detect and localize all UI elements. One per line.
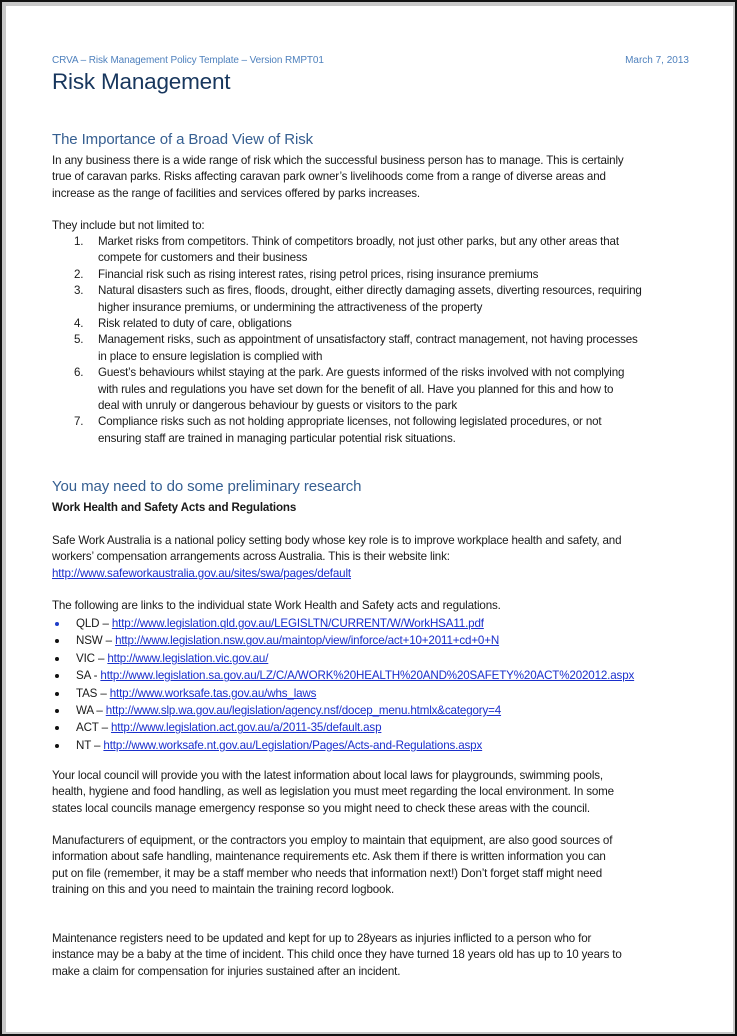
document-page <box>6 6 733 1032</box>
list-item <box>52 414 702 447</box>
list-item-vic <box>52 650 702 667</box>
text-line: true of caravan parks. Risks affecting caravan park owner’s livelihoods come from a range of diverse areas and <box>52 170 606 184</box>
bullet-icon <box>55 622 59 626</box>
text-line: Safe Work Australia is a national policy setting body whose key role is to improve workplace health and safety, and <box>52 534 622 547</box>
separator: – <box>90 738 104 752</box>
document-header-date: March 7, 2013 <box>625 55 689 66</box>
council-paragraph <box>52 768 702 817</box>
state-label: TAS <box>76 686 98 700</box>
bullet-icon <box>55 674 59 678</box>
separator: – <box>94 651 108 665</box>
text-line: compete for customers and their business <box>98 251 308 265</box>
state-link-tas[interactable]: http://www.worksafe.tas.gov.au/whs_laws <box>109 686 317 700</box>
text-line: make a claim for compensation for injuries sustained after an incident. <box>52 964 401 978</box>
separator: – <box>97 686 110 700</box>
separator: - <box>90 669 101 683</box>
list-number: 2. <box>74 267 84 281</box>
state-links-list <box>52 615 702 754</box>
separator: – <box>99 617 112 630</box>
section-heading-broad-view: The Importance of a Broad View of Risk <box>52 131 314 148</box>
subheading-whs-acts: Work Health and Safety Acts and Regulations <box>52 501 297 514</box>
separator: – <box>98 721 111 735</box>
text-line: Natural disasters such as fires, floods, drought, either directly damaging assets, diverting resources, requiring <box>98 284 642 298</box>
text-line: with rules and regulations you have set down for the benefit of all. Have you planned for this and how to <box>98 382 614 396</box>
state-link-wa[interactable]: http://www.slp.wa.gov.au/legislation/agency.nsf/docep_menu.htmlx&category=4 <box>105 703 502 717</box>
list-number: 4. <box>74 317 84 331</box>
text-line: Manufacturers of equipment, or the contractors you employ to maintain that equipment, are also good sources of <box>52 834 613 847</box>
page-title: Risk Management <box>52 69 231 94</box>
list-number: 1. <box>74 235 84 248</box>
list-item-act <box>52 719 702 736</box>
text-line: Guest’s behaviours whilst staying at the park. Are guests informed of the risks involved with not complying <box>98 366 625 380</box>
swa-website-link[interactable]: http://www.safeworkaustralia.gov.au/sites/swa/pages/default <box>52 566 351 580</box>
list-number: 3. <box>74 284 84 298</box>
state-link-qld[interactable]: http://www.legislation.qld.gov.au/LEGISLTN/CURRENT/W/WorkHSA11.pdf <box>111 617 484 630</box>
text-line: Maintenance registers need to be updated and kept for up to 28years as injuries inflicted to a person who for <box>52 932 592 945</box>
list-intro: They include but not limited to: <box>52 219 205 232</box>
text-line: information about safe handling, maintenance requirements etc. Ask them if there is written information you can <box>52 850 606 864</box>
text-line: health, hygiene and food handling, as well as legislation you must meet regarding the local environment. In some <box>52 785 614 799</box>
bullet-icon <box>55 692 59 696</box>
separator: – <box>93 703 106 717</box>
list-number: 7. <box>74 415 84 429</box>
text-line: increase as the range of facilities and services offered by parks increases. <box>52 186 420 200</box>
state-label: ACT <box>76 721 99 735</box>
text-line: states local councils manage emergency response so you might need to check these areas with the council. <box>52 801 590 815</box>
separator: – <box>102 634 116 648</box>
state-link-vic[interactable]: http://www.legislation.vic.gov.au/ <box>107 651 269 665</box>
text-line: Your local council will provide you with the latest information about local laws for playgrounds, swimming pools, <box>52 769 603 782</box>
text-line: Market risks from competitors. Think of competitors broadly, not just other parks, but any other areas that <box>98 235 619 248</box>
list-item-tas <box>52 685 702 702</box>
state-label: QLD <box>76 617 100 630</box>
text-line: Financial risk such as rising interest rates, rising petrol prices, rising insurance premiums <box>98 267 539 281</box>
states-intro: The following are links to the individual state Work Health and Safety acts and regulations. <box>52 599 501 612</box>
text-line: put on file (remember, it may be a staff member who needs that information next!) Don’t forget staff might need <box>52 866 603 880</box>
list-item <box>52 365 702 414</box>
text-line: deal with unruly or dangerous behaviour by guests or visitors to the park <box>98 399 457 413</box>
maintenance-paragraph <box>52 931 702 980</box>
section-heading-preliminary-research: You may need to do some preliminary research <box>52 478 362 495</box>
state-label: SA <box>76 669 91 683</box>
state-link-sa[interactable]: http://www.legislation.sa.gov.au/LZ/C/A/WORK%20HEALTH%20AND%20SAFETY%20ACT%202012.aspx <box>100 669 635 683</box>
text-line: instance may be a baby at the time of incident. This child once they have turned 18 years old has up to 10 years to <box>52 948 622 962</box>
state-label: WA <box>76 703 94 717</box>
intro-paragraph <box>52 153 702 202</box>
risks-list <box>52 234 702 447</box>
text-line: Management risks, such as appointment of unsatisfactory staff, contract management, not having processes <box>98 333 638 347</box>
state-link-nt[interactable]: http://www.worksafe.nt.gov.au/Legislation/Pages/Acts-and-Regulations.aspx <box>103 738 483 752</box>
text-line: ensuring staff are trained in managing particular potential risk situations. <box>98 431 456 445</box>
list-item <box>52 234 702 267</box>
state-label: NSW <box>76 634 103 648</box>
list-item-nsw <box>52 632 702 649</box>
state-label: NT <box>76 738 91 752</box>
bullet-icon <box>55 657 59 661</box>
list-item-wa <box>52 702 702 719</box>
bullet-icon <box>55 726 59 730</box>
text-line: In any business there is a wide range of risk which the successful business person has to manage. This is certainly <box>52 154 624 167</box>
bullet-icon <box>55 744 59 748</box>
list-item <box>52 316 702 332</box>
document-header-label: CRVA – Risk Management Policy Template – Version RMPT01 <box>52 55 324 66</box>
list-item-qld <box>52 615 702 632</box>
text-line: higher insurance premiums, or undermining the attractiveness of the property <box>98 300 483 314</box>
state-label: VIC <box>76 651 95 665</box>
state-link-nsw[interactable]: http://www.legislation.nsw.gov.au/maintop/view/inforce/act+10+2011+cd+0+N <box>115 634 500 648</box>
text-line: workers’ compensation arrangements across Australia. This is their website link: <box>52 550 450 564</box>
bullet-icon <box>55 709 59 713</box>
state-link-act[interactable]: http://www.legislation.act.gov.au/a/2011-35/default.asp <box>110 721 382 735</box>
list-item <box>52 283 702 316</box>
list-item-sa <box>52 667 702 684</box>
text-line: in place to ensure legislation is complied with <box>98 349 323 363</box>
list-number: 6. <box>74 366 84 380</box>
list-item <box>52 332 702 365</box>
bullet-icon <box>55 639 59 643</box>
text-line: training on this and you need to maintain the training record logbook. <box>52 883 395 897</box>
manufacturers-paragraph <box>52 833 702 899</box>
list-item-nt <box>52 737 702 754</box>
text-line: Compliance risks such as not holding appropriate licenses, not following legislated procedures, or not <box>98 415 602 429</box>
text-line: Risk related to duty of care, obligations <box>98 317 292 331</box>
list-item <box>52 267 702 283</box>
swa-paragraph <box>52 533 702 582</box>
list-number: 5. <box>74 333 84 347</box>
